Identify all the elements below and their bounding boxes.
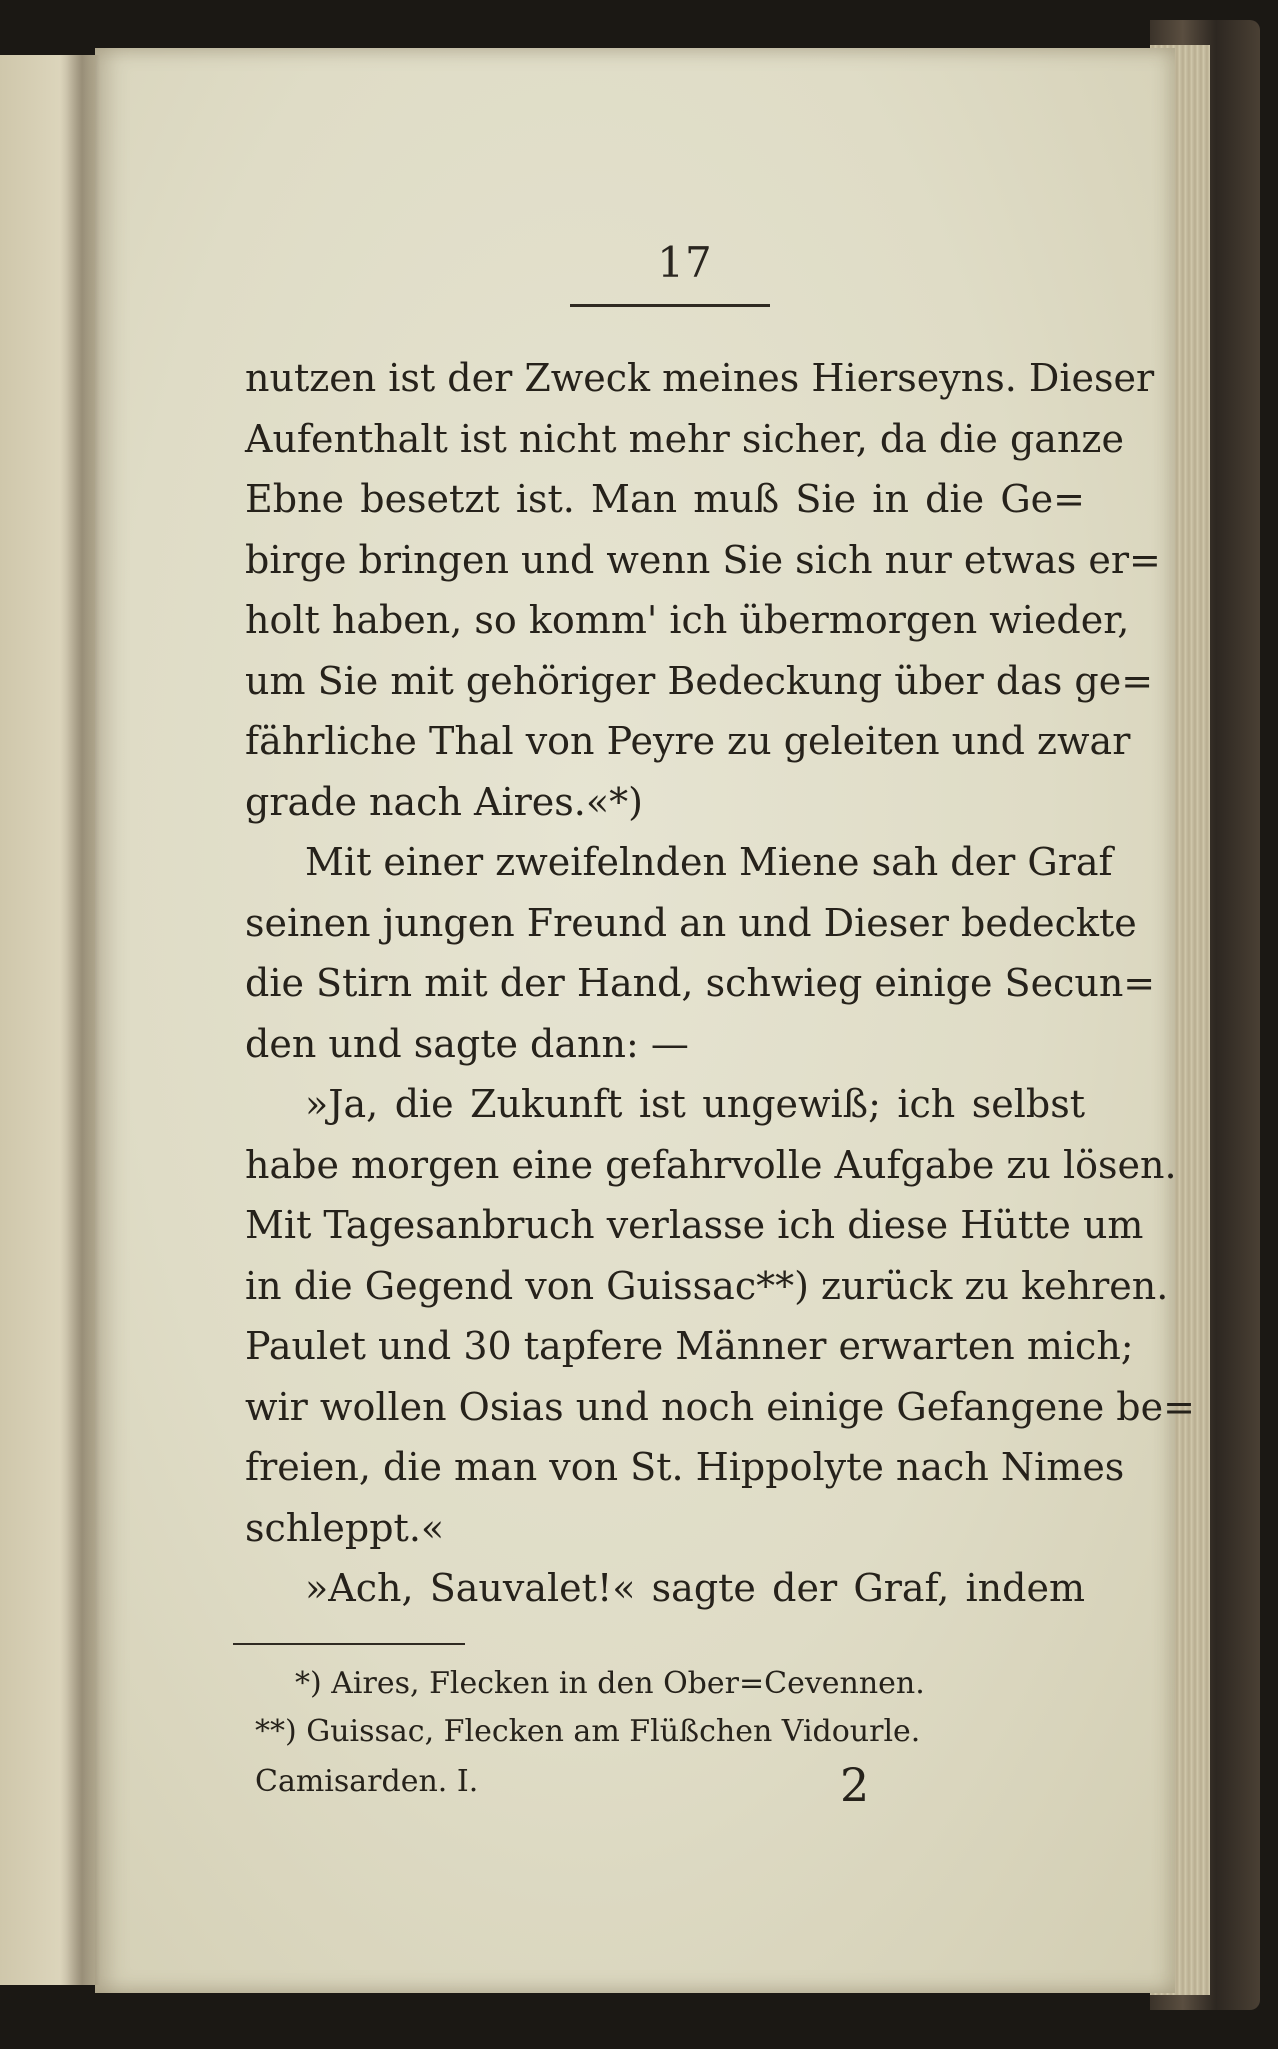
text-line: grade nach Aires.«*) xyxy=(245,779,643,824)
text-line: wir wollen Osias und noch einige Gefangene be= xyxy=(245,1384,1195,1429)
text-line: habe morgen eine gefahrvolle Aufgabe zu lösen. xyxy=(245,1142,1177,1187)
text-line: schleppt.« xyxy=(245,1505,445,1550)
text-line: »Ja, die Zukunft ist ungewiß; ich selbst xyxy=(305,1082,1085,1126)
text-line: holt haben, so komm' ich übermorgen wieder, xyxy=(245,598,1130,642)
text-line: in die Gegend von Guissac**) zurück zu kehren. xyxy=(245,1263,1169,1308)
footnote: **) Guissac, Flecken am Flüßchen Vidourle. xyxy=(255,1714,921,1749)
page-number: 17 xyxy=(657,238,713,287)
text-line: Mit einer zweifelnden Miene sah der Graf xyxy=(305,840,1113,884)
footnote-rule xyxy=(233,1643,465,1645)
text-line: die Stirn mit der Hand, schwieg einige Secun= xyxy=(245,961,1156,1005)
text-line: Paulet und 30 tapfere Männer erwarten mich; xyxy=(245,1324,1134,1368)
text-line: seinen jungen Freund an und Dieser bedeckte xyxy=(245,900,1137,945)
header-rule xyxy=(570,304,770,307)
text-line: fährliche Thal von Peyre zu geleiten und zwar xyxy=(245,719,1131,763)
sheet-number: 2 xyxy=(840,1758,870,1812)
footnote: *) Aires, Flecken in den Ober=Cevennen. xyxy=(295,1666,925,1701)
text-line: um Sie mit gehöriger Bedeckung über das ge= xyxy=(245,658,1154,703)
book-page xyxy=(95,48,1195,1993)
text-line: birge bringen und wenn Sie sich nur etwas er= xyxy=(245,537,1161,582)
text-line: Aufenthalt ist nicht mehr sicher, da die ganze xyxy=(245,416,1124,461)
footnotes xyxy=(255,1660,995,1756)
signature-mark: Camisarden. I. xyxy=(255,1764,479,1799)
text-line: Ebne besetzt ist. Man muß Sie in die Ge= xyxy=(245,477,1085,521)
body-text xyxy=(245,348,1195,1619)
text-line: nutzen ist der Zweck meines Hierseyns. Dieser xyxy=(245,356,1155,400)
text-line: »Ach, Sauvalet!« sagte der Graf, indem xyxy=(305,1566,1085,1610)
text-line: Mit Tagesanbruch verlasse ich diese Hütte um xyxy=(245,1203,1144,1247)
text-line: freien, die man von St. Hippolyte nach Nimes xyxy=(245,1445,1125,1489)
gutter-shadow xyxy=(60,55,100,1985)
text-line: den und sagte dann: — xyxy=(245,1021,689,1066)
